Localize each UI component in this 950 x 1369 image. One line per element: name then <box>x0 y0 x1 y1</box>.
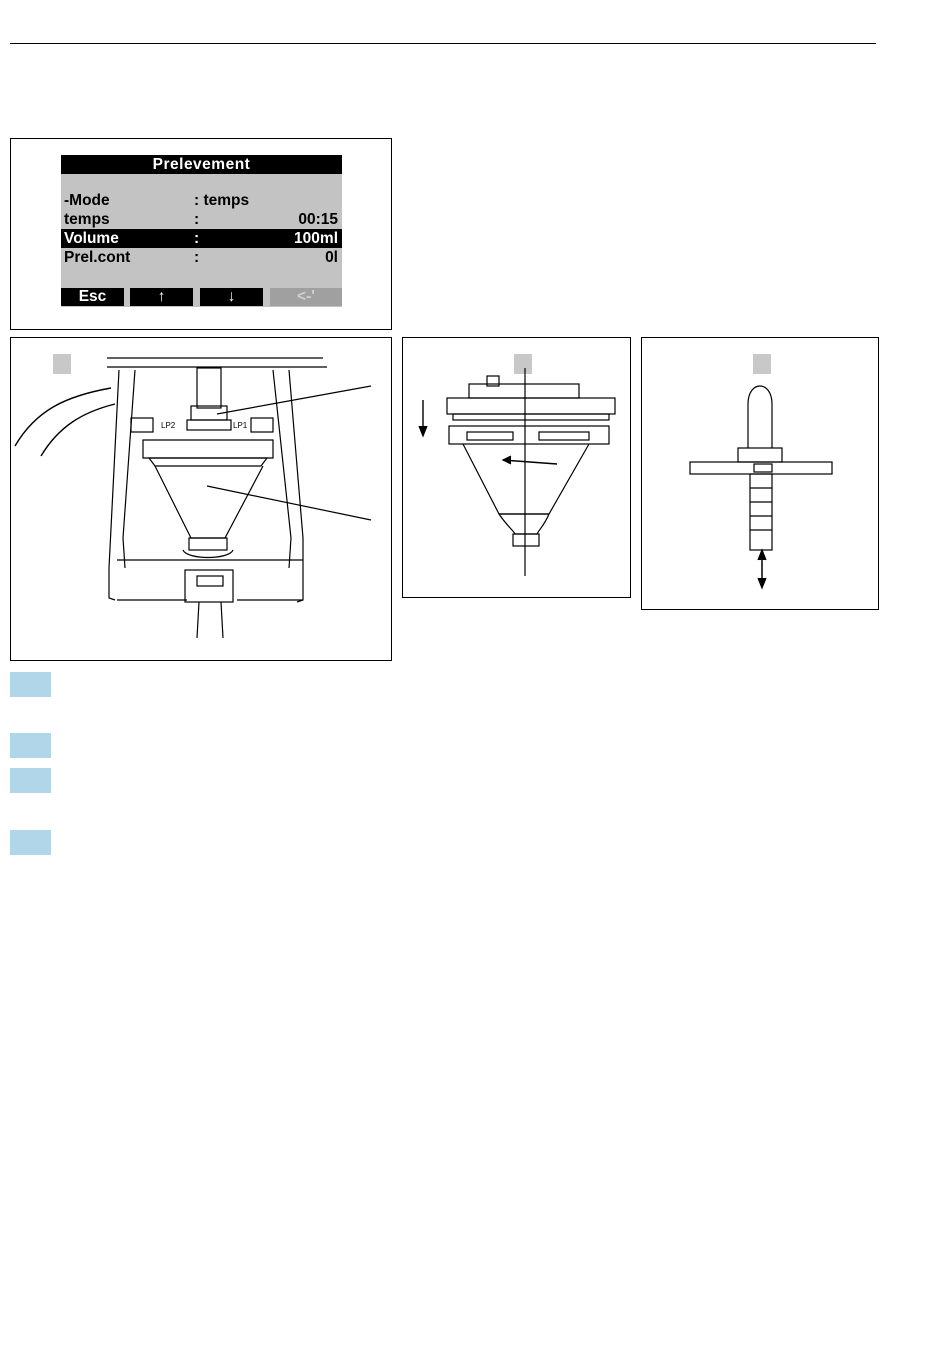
lcd-row-key: temps <box>64 211 110 228</box>
lcd-row-key: Volume <box>64 230 119 247</box>
dosing-tube-figure <box>641 337 879 610</box>
lcd-row-mode[interactable] <box>61 191 342 210</box>
dosing-cone-drawing <box>403 338 630 597</box>
lcd-row-value: 100ml <box>294 230 338 247</box>
step-marker-2 <box>10 733 51 758</box>
lcd-display <box>61 155 342 307</box>
lcd-row-colon: : temps <box>194 192 250 209</box>
down-arrow-softkey[interactable]: ↓ <box>200 288 263 306</box>
lcd-row-volume-selected[interactable] <box>61 229 342 248</box>
lcd-row-temps[interactable] <box>61 210 342 229</box>
dosing-cone-removal-figure <box>402 337 631 598</box>
dosing-tube-drawing <box>642 338 878 609</box>
step-marker-1 <box>10 672 51 697</box>
lcd-row-colon: : <box>194 230 200 247</box>
fig1-label-lp1: LP1 <box>233 421 248 430</box>
dosing-chamber-figure <box>10 337 392 661</box>
lcd-row-colon: : <box>194 249 200 266</box>
lcd-row-prelcont[interactable] <box>61 248 342 267</box>
lcd-title: Prelevement <box>61 155 342 174</box>
esc-softkey[interactable]: Esc <box>61 288 124 306</box>
lcd-row-colon: : <box>194 211 200 228</box>
lcd-row-key: -Mode <box>64 192 110 209</box>
dosing-chamber-drawing <box>11 338 391 660</box>
up-arrow-softkey[interactable]: ↑ <box>130 288 193 306</box>
header-rule <box>10 43 876 44</box>
display-figure <box>10 138 392 330</box>
fig1-label-lp2: LP2 <box>161 421 176 430</box>
lcd-row-value: 0l <box>325 249 338 266</box>
lcd-row-value: 00:15 <box>298 211 338 228</box>
step-marker-4 <box>10 830 51 855</box>
lcd-row-key: Prel.cont <box>64 249 131 266</box>
step-marker-3 <box>10 768 51 793</box>
enter-softkey[interactable]: <-' <box>270 288 342 306</box>
